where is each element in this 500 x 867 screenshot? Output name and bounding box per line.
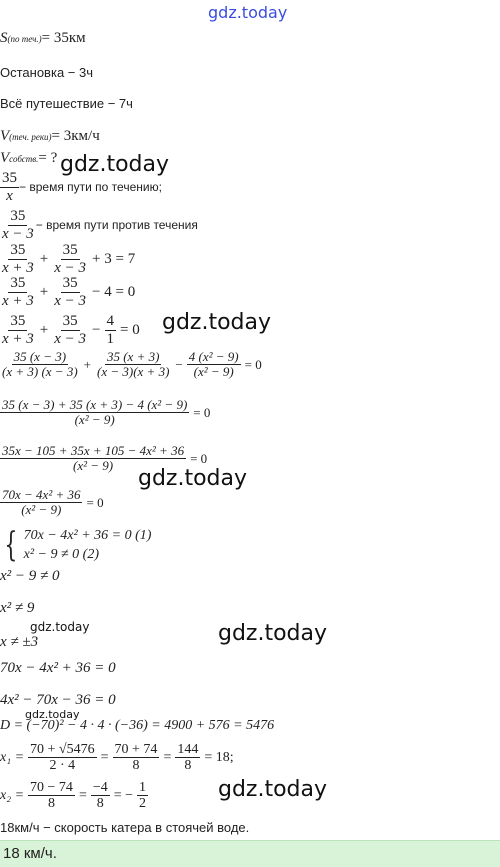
watermark: gdz.today: [60, 152, 170, 177]
equation-7: $\frac{\text{70x − 4x² + 36}}{\text{(x² − 9)}}$ = 0: [2, 487, 104, 518]
equation-6: $\frac{\text{35x − 105 + 35x + 105 − 4x² + 36}}{\text{(x² − 9)}}$ = 0: [2, 443, 208, 474]
watermark: gdz.today: [218, 621, 328, 646]
root-1: x₁ = $\frac{70 + √5476}{2 \cdot 4}$ = $\frac{70 + 74}{8}$ = $\frac{144}{8}$ = 18;: [0, 742, 234, 774]
discriminant: D = (−70)² − 4 · 4 · (−36) = 4900 + 576 = 5476: [0, 718, 275, 733]
equation-2: $\frac{35}{x + 3}$ + $\frac{35}{x - 3}$ − 4 = 0: [2, 275, 136, 309]
given-total-time: Всё путешествие − 7ч: [0, 96, 133, 111]
equation-1: $\frac{35}{x + 3}$ + $\frac{35}{x - 3}$ + 3 = 7: [2, 242, 136, 276]
quadratic-1: 70x − 4x² + 36 = 0: [0, 660, 116, 676]
given-stop: Остановка − 3ч: [0, 65, 93, 80]
equation-5: $\frac{\text{35 (x − 3) + 35 (x + 3) − 4 (x² − 9)}}{\text{(x² − 9)}}$ = 0: [2, 397, 211, 428]
watermark: gdz.today: [162, 310, 272, 335]
equation-3: $\frac{35}{x + 3}$ + $\frac{35}{x - 3}$ − $\frac{4}{1}$ = 0: [2, 313, 140, 347]
answer-text: 18 км/ч.: [3, 845, 57, 862]
equation-4: $\frac{35 (x - 3)}{(x + 3) (x - 3)}$ + $\frac{35 (x + 3)}{(x - 3)(x + 3)}$ − $\frac{\text{4 (x² − 9)}}{\text{(x² − 9)}}$ = 0: [2, 349, 262, 380]
watermark: gdz.today: [30, 620, 90, 634]
quadratic-2: 4x² − 70x − 36 = 0: [0, 692, 116, 708]
conclusion: 18км/ч − скорость катера в стоячей воде.: [0, 820, 250, 835]
given-own-speed: V собств. = ?: [0, 150, 58, 166]
given-current-speed: V (теч. реки) = 3км/ч: [0, 128, 100, 144]
time-upstream: $\frac{35}{x - 3}$ − время пути против течения: [2, 208, 198, 242]
restriction: x² − 9 ≠ 0: [0, 568, 60, 584]
root-2: x₂ = $\frac{70 - 74}{8}$ = $\frac{-4}{8}$ = − $\frac{1}{2}$: [0, 780, 147, 812]
brace-symbol: {: [4, 525, 18, 565]
answer-bar: [0, 840, 500, 867]
time-downstream: $\frac{35}{x}$ − время пути по течению;: [2, 170, 162, 204]
watermark: gdz.today: [25, 708, 80, 721]
restriction-3: x ≠ ±3: [0, 634, 39, 650]
equation-system: { 70x − 4x² + 36 = 0 (1) x² − 9 ≠ 0 (2): [4, 525, 152, 565]
watermark: gdz.today: [208, 3, 288, 22]
restriction-2: x² ≠ 9: [0, 600, 35, 616]
watermark: gdz.today: [218, 777, 328, 802]
watermark: gdz.today: [138, 466, 248, 491]
given-distance: S (по теч.) = 35км: [0, 30, 86, 46]
